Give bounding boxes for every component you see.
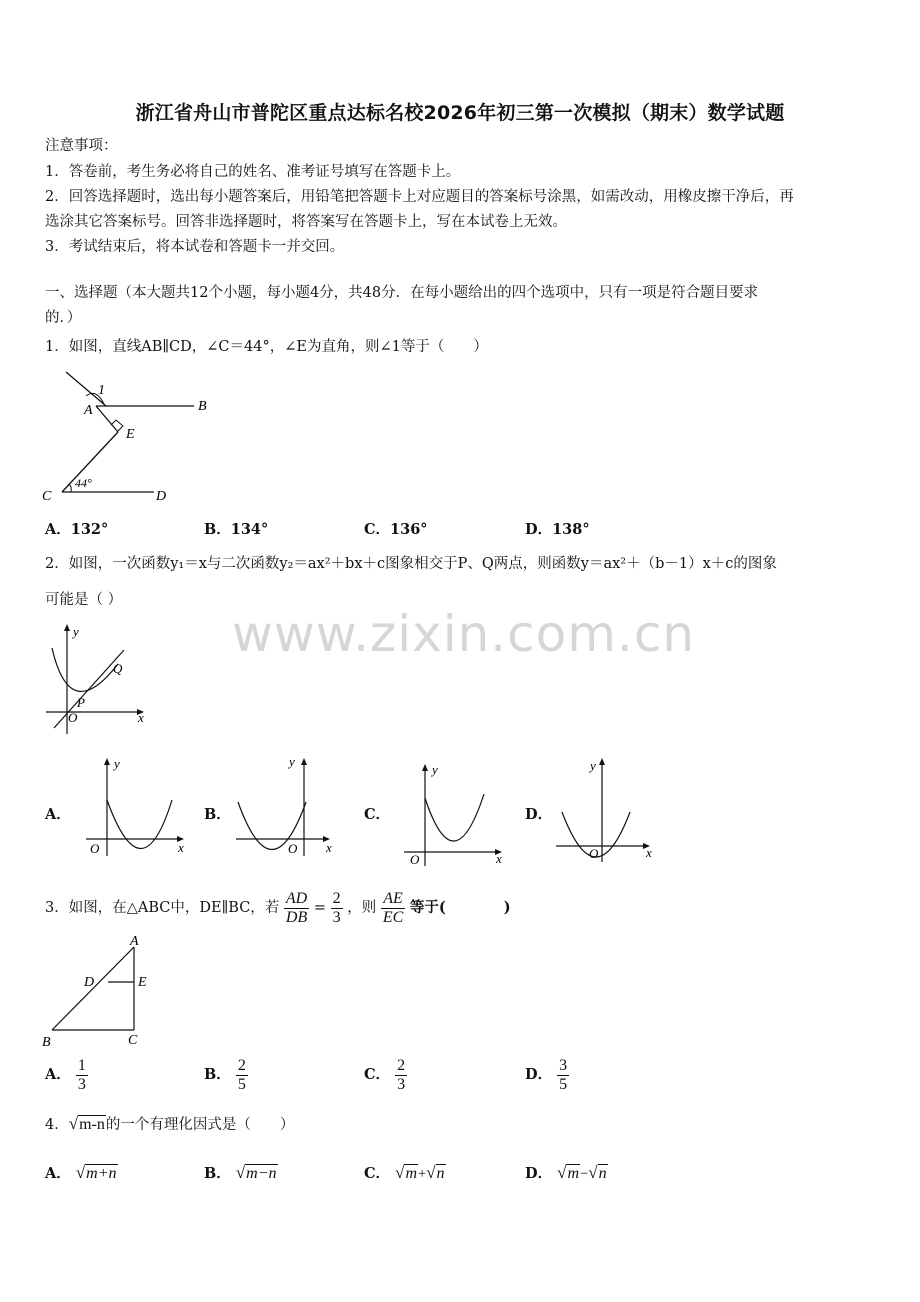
q1-option-c[interactable]: C．136° [364, 521, 428, 538]
q2-main-label-o: O [68, 710, 78, 725]
q3-stem-suffix: 等于( ) [409, 899, 511, 916]
q4-option-c[interactable]: C． √m+√n [364, 1163, 445, 1182]
q2-main-label-q: Q [113, 661, 123, 676]
q3-option-d-fraction: $\frac{3}{5}$ [559, 1056, 568, 1093]
q3-option-d[interactable]: D． $\frac{3}{5}$ [525, 1056, 568, 1093]
q2-option-d[interactable]: D． [525, 806, 553, 823]
q2-c-label-o: O [410, 852, 420, 867]
q2-a-label-o: O [90, 841, 100, 856]
q2-a-label-x: x [178, 840, 184, 855]
sqrt-icon: √ [395, 1163, 405, 1182]
q2-d-label-o: O [589, 846, 599, 861]
q3-label-c: C [128, 1033, 138, 1048]
q1-stem: 1．如图，直线AB∥CD，∠C＝44°，∠E为直角，则∠1等于（ ） [45, 339, 488, 355]
q2-option-a-graph[interactable] [80, 752, 195, 862]
q3-option-a-fraction: $\frac{1}{3}$ [77, 1056, 86, 1093]
q4-option-d[interactable]: D． √m−√n [525, 1163, 607, 1182]
notice-heading: 注意事项： [45, 138, 118, 154]
q3-stem [45, 886, 511, 930]
q2-option-d-graph[interactable] [550, 752, 665, 867]
section-heading-cont: 的．） [45, 310, 82, 326]
q3-stem-mid: ，则 [347, 900, 377, 916]
sqrt-icon: √ [235, 1163, 246, 1182]
q4-option-a[interactable]: A． √m+n [45, 1163, 117, 1182]
q2-option-b[interactable]: B． [204, 806, 231, 823]
watermark: www.zixin.com.cn [232, 605, 696, 663]
q2-b-label-y: y [289, 754, 295, 769]
q4-option-b[interactable]: B． √m−n [204, 1163, 277, 1182]
q1-label-c: C [42, 489, 52, 504]
notice-item-3: 3．考试结束后，将本试卷和答题卡一并交回。 [45, 239, 345, 255]
q2-d-label-y: y [590, 758, 596, 773]
q2-option-a[interactable]: A． [45, 806, 71, 823]
q3-fraction-ae-ec: $\frac{AE}{EC}$ [382, 889, 404, 926]
q3-label-b: B [42, 1035, 51, 1050]
q3-label-d: D [84, 975, 95, 990]
sqrt-icon: √ [588, 1163, 598, 1182]
q4-sqrt: √m-n [68, 1114, 105, 1133]
q2-stem-cont: 可能是（ ） [45, 592, 123, 608]
q3-stem-prefix: 3．如图，在△ABC中，DE∥BC，若 [45, 900, 280, 916]
q2-main-label-x: x [138, 710, 144, 725]
q2-b-label-o: O [288, 841, 298, 856]
q4-stem [45, 1113, 294, 1136]
q3-label-a: A [130, 934, 139, 949]
sqrt-icon: √ [426, 1163, 436, 1182]
q1-option-d[interactable]: D．138° [525, 521, 590, 538]
q3-option-b-fraction: $\frac{2}{5}$ [237, 1056, 246, 1093]
q1-label-b: B [198, 399, 207, 414]
q2-b-label-x: x [326, 840, 332, 855]
q3-option-c[interactable]: C． $\frac{2}{3}$ [364, 1056, 406, 1093]
q2-option-c-graph[interactable] [398, 758, 513, 868]
notice-item-1: 1．答卷前，考生务必将自己的姓名、准考证号填写在答题卡上。 [45, 164, 461, 180]
section-heading: 一、选择题（本大题共12个小题，每小题4分，共48分．在每小题给出的四个选项中，只有一项是符合题目要求 [45, 285, 759, 301]
q3-fraction-2-3: $\frac{2}{3}$ [332, 889, 341, 926]
q1-label-e: E [126, 427, 135, 442]
q2-a-label-y: y [114, 756, 120, 771]
q4-number: 4． [45, 1117, 69, 1133]
sqrt-icon: √ [68, 1114, 79, 1133]
q2-stem: 2．如图，一次函数y₁＝x与二次函数y₂＝ax²＋bx＋c图象相交于P、Q两点，则函数y＝ax²＋（b－1）x＋c的图象 [45, 556, 777, 572]
q1-option-b[interactable]: B．134° [204, 521, 269, 538]
q2-c-label-y: y [432, 762, 438, 777]
q3-option-a[interactable]: A． $\frac{1}{3}$ [45, 1056, 86, 1093]
q3-option-c-fraction: $\frac{2}{3}$ [397, 1056, 406, 1093]
q1-option-a[interactable]: A．132° [45, 521, 109, 538]
q3-equals: = [313, 900, 326, 916]
q1-label-angle: 44° [75, 476, 92, 490]
q2-main-label-p: P [77, 695, 85, 710]
q1-label-1: 1 [98, 383, 105, 398]
notice-item-2-cont: 选涂其它答案标号。回答非选择题时，将答案写在答题卡上，写在本试卷上无效。 [45, 214, 567, 230]
q2-option-b-graph[interactable] [230, 752, 345, 862]
q3-fraction-ad-db: $\frac{AD}{DB}$ [285, 889, 308, 926]
q3-label-e: E [138, 975, 147, 990]
q1-label-d: D [156, 489, 167, 504]
q1-figure [38, 366, 218, 511]
sqrt-icon: √ [557, 1163, 567, 1182]
q4-stem-suffix: 的一个有理化因式是（ ） [105, 1117, 295, 1133]
notice-item-2: 2．回答选择题时，选出每小题答案后，用铅笔把答题卡上对应题目的答案标号涂黑，如需改动，用橡皮擦干净后，再 [45, 189, 794, 205]
q3-figure [38, 932, 158, 1052]
q2-option-c[interactable]: C． [364, 806, 391, 823]
q3-option-b[interactable]: B． $\frac{2}{5}$ [204, 1056, 246, 1093]
q2-main-label-y: y [73, 624, 79, 639]
q2-main-figure [40, 618, 155, 736]
q1-label-a: A [84, 403, 93, 418]
sqrt-icon: √ [75, 1163, 86, 1182]
page-title: 浙江省舟山市普陀区重点达标名校2026年初三第一次模拟（期末）数学试题 [135, 102, 785, 124]
q2-d-label-x: x [646, 845, 652, 860]
q2-c-label-x: x [496, 851, 502, 866]
